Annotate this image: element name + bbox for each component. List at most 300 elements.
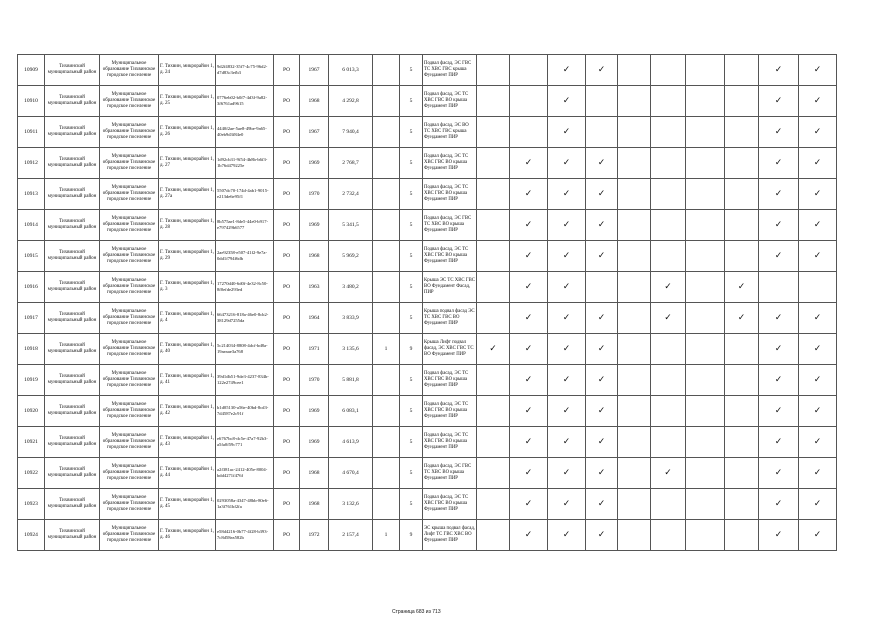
building-id-cell: 0776eb02-b0f7-4d3f-9a82-3f6761ad9615	[216, 86, 274, 117]
check-mark-icon: ✓	[597, 405, 606, 416]
building-id-cell: 17270d40-6d0f-4e32-8c50-8f0efde293ed	[216, 272, 274, 303]
owner-cell: РО	[274, 396, 300, 427]
floors-cell: 5	[400, 179, 423, 210]
row-number: 10923	[18, 489, 45, 520]
works-cell: Подвал фасад, ЭС ТС ХВС ГВС ВО крыша Фундамент ПИР	[423, 179, 477, 210]
check-mark-icon: ✓	[774, 374, 783, 385]
check-cell	[477, 334, 510, 365]
area-cell: 5 881,8	[329, 365, 373, 396]
count-cell	[373, 272, 400, 303]
check-mark-icon: ✓	[489, 343, 497, 354]
municipality-cell: Муниципальное образование Тихвинское городское поселение	[100, 55, 159, 86]
check-cell	[759, 117, 799, 148]
check-mark-icon: ✓	[813, 157, 822, 168]
check-cell	[725, 86, 759, 117]
check-cell	[651, 396, 686, 427]
check-cell	[759, 396, 799, 427]
works-cell: Подвал фасад, ЭС ГВС ТС ХВС ВО крыша Фундамент ПИР	[423, 210, 477, 241]
check-cell	[510, 241, 548, 272]
check-mark-icon: ✓	[774, 498, 783, 509]
check-cell	[477, 489, 510, 520]
building-id-cell: 39d1db51-9de3-4237-834b-122e2749cee1	[216, 365, 274, 396]
floors-cell: 5	[400, 86, 423, 117]
check-cell	[586, 303, 618, 334]
check-cell	[510, 489, 548, 520]
table-row	[18, 241, 837, 272]
check-cell	[477, 458, 510, 489]
check-cell	[477, 272, 510, 303]
count-cell	[373, 241, 400, 272]
check-cell	[799, 117, 837, 148]
municipality-cell: Муниципальное образование Тихвинское городское поселение	[100, 210, 159, 241]
year-cell: 1963	[300, 272, 329, 303]
check-cell	[651, 210, 686, 241]
check-cell	[686, 489, 725, 520]
check-cell	[725, 334, 759, 365]
check-cell	[725, 489, 759, 520]
check-mark-icon: ✓	[774, 64, 783, 75]
check-mark-icon: ✓	[524, 157, 533, 168]
check-cell	[618, 179, 651, 210]
municipality-cell: Муниципальное образование Тихвинское городское поселение	[100, 179, 159, 210]
check-mark-icon: ✓	[774, 343, 783, 354]
count-cell	[373, 396, 400, 427]
owner-cell: РО	[274, 179, 300, 210]
check-cell	[586, 148, 618, 179]
check-cell	[548, 365, 586, 396]
district-cell: Тихвинский муниципальный район	[45, 303, 100, 334]
check-mark-icon: ✓	[524, 281, 533, 292]
check-cell	[548, 334, 586, 365]
count-cell	[373, 86, 400, 117]
check-mark-icon: ✓	[562, 374, 571, 385]
check-cell	[759, 210, 799, 241]
check-cell	[651, 458, 686, 489]
check-cell	[651, 272, 686, 303]
check-mark-icon: ✓	[597, 250, 606, 261]
floors-cell: 5	[400, 55, 423, 86]
check-cell	[586, 55, 618, 86]
check-cell	[510, 520, 548, 551]
check-cell	[586, 241, 618, 272]
municipality-cell: Муниципальное образование Тихвинское городское поселение	[100, 148, 159, 179]
check-mark-icon: ✓	[664, 281, 672, 292]
row-number: 10921	[18, 427, 45, 458]
check-cell	[725, 272, 759, 303]
works-cell: Подвал фасад, ЭС ТС ХВС ГВС ВО крыша Фундамент ПИР	[423, 148, 477, 179]
building-id-cell: b1d05130-a56e-40bd-8cd3-7d4587e2c91f	[216, 396, 274, 427]
municipality-cell: Муниципальное образование Тихвинское городское поселение	[100, 86, 159, 117]
check-cell	[725, 396, 759, 427]
register-table	[17, 54, 837, 551]
check-mark-icon: ✓	[774, 250, 783, 261]
check-mark-icon: ✓	[562, 405, 571, 416]
year-cell: 1969	[300, 427, 329, 458]
row-number: 10918	[18, 334, 45, 365]
count-cell: 1	[373, 334, 400, 365]
check-cell	[618, 241, 651, 272]
check-cell	[799, 210, 837, 241]
check-cell	[510, 303, 548, 334]
address-cell: Г. Тихвин, микрорайон 1, д. 46	[159, 520, 216, 551]
year-cell: 1967	[300, 55, 329, 86]
check-cell	[586, 365, 618, 396]
check-cell	[586, 86, 618, 117]
floors-cell: 5	[400, 427, 423, 458]
check-cell	[799, 365, 837, 396]
year-cell: 1969	[300, 148, 329, 179]
check-cell	[686, 55, 725, 86]
address-cell: Г. Тихвин, микрорайон 1, д. 27а	[159, 179, 216, 210]
check-cell	[618, 55, 651, 86]
check-cell	[618, 210, 651, 241]
floors-cell: 5	[400, 303, 423, 334]
count-cell	[373, 427, 400, 458]
check-mark-icon: ✓	[813, 312, 822, 323]
table-row	[18, 365, 837, 396]
area-cell: 3 833,9	[329, 303, 373, 334]
check-cell	[799, 303, 837, 334]
row-number: 10916	[18, 272, 45, 303]
count-cell	[373, 210, 400, 241]
check-mark-icon: ✓	[597, 188, 606, 199]
works-cell: ЭС крыша подвал фасад, Лифт ТС ГВС ХВС ВО Фундамент ПИР	[423, 520, 477, 551]
check-cell	[651, 365, 686, 396]
owner-cell: РО	[274, 241, 300, 272]
municipality-cell: Муниципальное образование Тихвинское городское поселение	[100, 489, 159, 520]
check-cell	[759, 489, 799, 520]
check-mark-icon: ✓	[562, 157, 571, 168]
check-cell	[586, 520, 618, 551]
floors-cell: 5	[400, 117, 423, 148]
district-cell: Тихвинский муниципальный район	[45, 117, 100, 148]
check-mark-icon: ✓	[562, 95, 571, 106]
check-cell	[686, 458, 725, 489]
count-cell	[373, 117, 400, 148]
floors-cell: 5	[400, 210, 423, 241]
table-row	[18, 334, 837, 365]
check-cell	[799, 427, 837, 458]
table-row	[18, 272, 837, 303]
check-mark-icon: ✓	[524, 529, 533, 540]
table-row	[18, 303, 837, 334]
check-cell	[510, 396, 548, 427]
check-mark-icon: ✓	[562, 126, 571, 137]
municipality-cell: Муниципальное образование Тихвинское городское поселение	[100, 334, 159, 365]
check-cell	[725, 210, 759, 241]
check-cell	[618, 458, 651, 489]
check-mark-icon: ✓	[737, 312, 746, 323]
check-cell	[586, 427, 618, 458]
check-mark-icon: ✓	[562, 281, 571, 292]
building-id-cell: 0293058a-4347-48bb-80e6-1a3f761bf2fa	[216, 489, 274, 520]
check-mark-icon: ✓	[774, 188, 783, 199]
district-cell: Тихвинский муниципальный район	[45, 489, 100, 520]
check-cell	[548, 520, 586, 551]
municipality-cell: Муниципальное образование Тихвинское городское поселение	[100, 365, 159, 396]
count-cell	[373, 458, 400, 489]
address-cell: Г. Тихвин, микрорайон 1, д. 3	[159, 272, 216, 303]
check-cell	[586, 210, 618, 241]
municipality-cell: Муниципальное образование Тихвинское городское поселение	[100, 241, 159, 272]
check-mark-icon: ✓	[664, 467, 672, 478]
check-cell	[759, 365, 799, 396]
area-cell: 5 969,2	[329, 241, 373, 272]
floors-cell: 5	[400, 148, 423, 179]
municipality-cell: Муниципальное образование Тихвинское городское поселение	[100, 396, 159, 427]
year-cell: 1968	[300, 86, 329, 117]
check-mark-icon: ✓	[813, 467, 822, 478]
check-cell	[548, 86, 586, 117]
check-cell	[725, 520, 759, 551]
check-mark-icon: ✓	[597, 64, 606, 75]
check-cell	[759, 427, 799, 458]
owner-cell: РО	[274, 272, 300, 303]
check-cell	[618, 520, 651, 551]
check-cell	[725, 179, 759, 210]
year-cell: 1970	[300, 365, 329, 396]
district-cell: Тихвинский муниципальный район	[45, 148, 100, 179]
check-cell	[799, 55, 837, 86]
works-cell: Подвал фасад, ЭС ГВС ТС ХВС ВО крыша Фундамент ПИР	[423, 458, 477, 489]
check-cell	[651, 55, 686, 86]
check-cell	[477, 396, 510, 427]
area-cell: 6 083,1	[329, 396, 373, 427]
building-id-cell: e58d4216-0b77-4f28-b393-7c8d58ea582b	[216, 520, 274, 551]
floors-cell: 9	[400, 520, 423, 551]
check-cell	[510, 117, 548, 148]
check-cell	[510, 179, 548, 210]
check-cell	[618, 148, 651, 179]
municipality-cell: Муниципальное образование Тихвинское городское поселение	[100, 427, 159, 458]
check-mark-icon: ✓	[597, 467, 606, 478]
check-cell	[651, 489, 686, 520]
check-cell	[477, 210, 510, 241]
works-cell: Подвал фасад, ЭС ТС ХВС ГВС ВО крыша Фундамент ПИР	[423, 489, 477, 520]
check-mark-icon: ✓	[813, 219, 822, 230]
address-cell: Г. Тихвин, микрорайон 1, д. 25	[159, 86, 216, 117]
check-mark-icon: ✓	[524, 467, 533, 478]
table-row	[18, 210, 837, 241]
area-cell: 4 613,9	[329, 427, 373, 458]
check-cell	[618, 396, 651, 427]
table-row	[18, 427, 837, 458]
check-cell	[799, 520, 837, 551]
check-cell	[759, 148, 799, 179]
area-cell: 4 670,4	[329, 458, 373, 489]
works-cell: Крыша ЭС ТС ХВС ГВС ВО Фундамент Фасад, ПИР	[423, 272, 477, 303]
address-cell: Г. Тихвин, микрорайон 1, д. 41	[159, 365, 216, 396]
area-cell: 3 480,2	[329, 272, 373, 303]
check-cell	[686, 86, 725, 117]
check-cell	[686, 334, 725, 365]
table-row	[18, 55, 837, 86]
owner-cell: РО	[274, 86, 300, 117]
check-cell	[686, 179, 725, 210]
check-cell	[586, 179, 618, 210]
check-cell	[651, 303, 686, 334]
check-cell	[686, 117, 725, 148]
area-cell: 2 157,4	[329, 520, 373, 551]
check-cell	[725, 148, 759, 179]
check-mark-icon: ✓	[562, 467, 571, 478]
owner-cell: РО	[274, 303, 300, 334]
check-cell	[618, 272, 651, 303]
works-cell: Крыша Лифт подвал фасад, ЭС ХВС ГВС ТС ВО Фундамент ПИР	[423, 334, 477, 365]
municipality-cell: Муниципальное образование Тихвинское городское поселение	[100, 458, 159, 489]
check-mark-icon: ✓	[737, 281, 746, 292]
district-cell: Тихвинский муниципальный район	[45, 334, 100, 365]
check-mark-icon: ✓	[774, 467, 783, 478]
check-cell	[548, 241, 586, 272]
floors-cell: 5	[400, 241, 423, 272]
row-number: 10917	[18, 303, 45, 334]
check-cell	[725, 55, 759, 86]
year-cell: 1964	[300, 303, 329, 334]
works-cell: Подвал фасад, ЭС ТС ХВС ГВС ВО крыша Фундамент ПИР	[423, 365, 477, 396]
check-cell	[799, 179, 837, 210]
building-id-cell: 8b575ae1-8de5-44e0-b917-e797429b6577	[216, 210, 274, 241]
check-mark-icon: ✓	[813, 188, 822, 199]
check-mark-icon: ✓	[597, 529, 606, 540]
year-cell: 1970	[300, 179, 329, 210]
check-cell	[651, 427, 686, 458]
check-cell	[618, 489, 651, 520]
check-cell	[548, 489, 586, 520]
check-cell	[477, 179, 510, 210]
check-cell	[586, 334, 618, 365]
check-mark-icon: ✓	[774, 157, 783, 168]
check-cell	[759, 272, 799, 303]
year-cell: 1968	[300, 458, 329, 489]
check-cell	[686, 303, 725, 334]
year-cell: 1969	[300, 210, 329, 241]
check-cell	[686, 241, 725, 272]
check-mark-icon: ✓	[562, 250, 571, 261]
check-cell	[686, 210, 725, 241]
municipality-cell: Муниципальное образование Тихвинское городское поселение	[100, 272, 159, 303]
check-mark-icon: ✓	[524, 374, 533, 385]
row-number: 10924	[18, 520, 45, 551]
check-mark-icon: ✓	[774, 405, 783, 416]
check-cell	[477, 365, 510, 396]
check-cell	[799, 396, 837, 427]
check-cell	[759, 520, 799, 551]
page-footer: Страница 683 из 713	[392, 609, 441, 615]
works-cell: Подвал фасад, ЭС ГВС ТС ХВС ГВС крыша Фундамент ПИР	[423, 55, 477, 86]
building-id-cell: 5c214034-8808-4dcf-bd8a-19aeaae3a768	[216, 334, 274, 365]
check-cell	[799, 241, 837, 272]
check-mark-icon: ✓	[813, 126, 822, 137]
owner-cell: РО	[274, 117, 300, 148]
check-cell	[686, 427, 725, 458]
check-cell	[510, 272, 548, 303]
check-cell	[618, 427, 651, 458]
check-cell	[651, 520, 686, 551]
check-cell	[725, 303, 759, 334]
year-cell: 1972	[300, 520, 329, 551]
check-cell	[759, 303, 799, 334]
district-cell: Тихвинский муниципальный район	[45, 179, 100, 210]
check-mark-icon: ✓	[524, 498, 533, 509]
check-cell	[759, 458, 799, 489]
works-cell: Подвал фасад, ЭС ТС ХВС ГВС ВО крыша Фундамент ПИР	[423, 396, 477, 427]
count-cell	[373, 55, 400, 86]
year-cell: 1971	[300, 334, 329, 365]
district-cell: Тихвинский муниципальный район	[45, 458, 100, 489]
check-cell	[548, 303, 586, 334]
address-cell: Г. Тихвин, микрорайон 1, д. 24	[159, 55, 216, 86]
check-cell	[510, 458, 548, 489]
district-cell: Тихвинский муниципальный район	[45, 427, 100, 458]
check-cell	[799, 489, 837, 520]
check-mark-icon: ✓	[524, 188, 533, 199]
check-mark-icon: ✓	[562, 64, 571, 75]
check-mark-icon: ✓	[597, 219, 606, 230]
check-mark-icon: ✓	[597, 436, 606, 447]
owner-cell: РО	[274, 210, 300, 241]
owner-cell: РО	[274, 427, 300, 458]
check-cell	[548, 210, 586, 241]
district-cell: Тихвинский муниципальный район	[45, 55, 100, 86]
check-cell	[651, 179, 686, 210]
check-mark-icon: ✓	[813, 374, 822, 385]
check-cell	[510, 210, 548, 241]
address-cell: Г. Тихвин, микрорайон 1, д. 29	[159, 241, 216, 272]
area-cell: 7 940,4	[329, 117, 373, 148]
floors-cell: 5	[400, 396, 423, 427]
check-mark-icon: ✓	[597, 312, 606, 323]
check-mark-icon: ✓	[813, 95, 822, 106]
check-mark-icon: ✓	[774, 529, 783, 540]
check-mark-icon: ✓	[562, 219, 571, 230]
count-cell: 1	[373, 520, 400, 551]
check-cell	[510, 148, 548, 179]
owner-cell: РО	[274, 489, 300, 520]
check-cell	[759, 334, 799, 365]
municipality-cell: Муниципальное образование Тихвинское городское поселение	[100, 303, 159, 334]
works-cell: Подвал фасад, ЭС ВО ТС ХВС ГВС крыша Фундамент ПИР	[423, 117, 477, 148]
works-cell: Крыша подвал фасад ЭС ТС ХВС ГВС ВО Фундамент ПИР	[423, 303, 477, 334]
address-cell: Г. Тихвин, микрорайон 1, д. 26	[159, 117, 216, 148]
row-number: 10910	[18, 86, 45, 117]
owner-cell: РО	[274, 334, 300, 365]
check-mark-icon: ✓	[562, 312, 571, 323]
area-cell: 6 013,3	[329, 55, 373, 86]
owner-cell: РО	[274, 520, 300, 551]
check-cell	[799, 334, 837, 365]
check-cell	[510, 365, 548, 396]
check-cell	[759, 179, 799, 210]
check-mark-icon: ✓	[597, 374, 606, 385]
check-mark-icon: ✓	[813, 250, 822, 261]
check-mark-icon: ✓	[774, 219, 783, 230]
check-cell	[477, 117, 510, 148]
building-id-cell: 2ae92358-e507-41f2-9e7a-0dd1f794f6db	[216, 241, 274, 272]
row-number: 10920	[18, 396, 45, 427]
check-mark-icon: ✓	[813, 529, 822, 540]
address-cell: Г. Тихвин, микрорайон 1, д. 43	[159, 427, 216, 458]
count-cell	[373, 489, 400, 520]
building-id-cell: 66473216-818a-46e0-8cb2-38129d7255da	[216, 303, 274, 334]
check-cell	[510, 55, 548, 86]
row-number: 10912	[18, 148, 45, 179]
check-cell	[725, 458, 759, 489]
check-cell	[586, 117, 618, 148]
address-cell: Г. Тихвин, микрорайон 1, д. 40	[159, 334, 216, 365]
check-mark-icon: ✓	[813, 436, 822, 447]
check-cell	[477, 148, 510, 179]
